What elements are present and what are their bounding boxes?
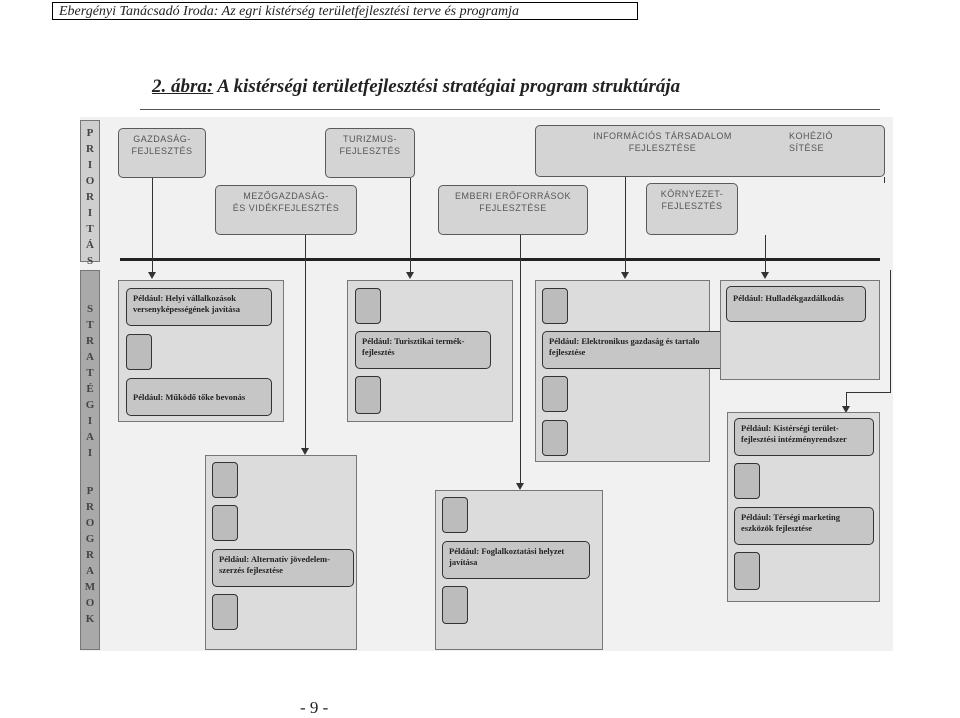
example-foglalkoztatasi: Például: Foglalkoztatási helyzet javítása — [442, 541, 590, 579]
program-slot — [212, 505, 238, 541]
page-number: - 9 - — [300, 698, 329, 717]
priority-kohezio: KOHÉZIÓ SÍTÉSE — [785, 125, 885, 177]
program-slot — [212, 462, 238, 498]
arrow-gazdasag — [148, 272, 156, 279]
connector-informacios — [625, 177, 626, 272]
prioritas-column — [80, 120, 100, 267]
program-slot — [542, 288, 568, 324]
connector-gazdasag — [152, 178, 153, 272]
strategiai-letter: T — [86, 367, 94, 379]
prioritas-letter: I — [87, 207, 93, 219]
strategiai-letter: A — [86, 431, 94, 443]
example-helyi: Például: Helyi vállalkozások versenyképességének javítása — [126, 288, 272, 326]
connector-kohezio — [884, 177, 885, 183]
figure-number: 2. ábra: — [152, 76, 214, 97]
programok-letter: K — [85, 613, 95, 625]
program-slot — [212, 594, 238, 630]
programok-letter: R — [86, 549, 94, 561]
arrow-informacios — [621, 272, 629, 279]
programok-letter: O — [85, 597, 95, 609]
strategiai-letter: R — [86, 335, 94, 347]
example-marketing: Például: Térségi marketing eszközök fejlesztése — [734, 507, 874, 545]
strategiai-programok-column — [80, 270, 100, 650]
document-header: Ebergényi Tanácsadó Iroda: Az egri kistérség területfejlesztési terve és programja — [52, 2, 638, 20]
strategiai-letter: T — [86, 319, 94, 331]
priority-gazdasag: GAZDASÁG- FEJLESZTÉS — [118, 128, 206, 178]
prioritas-letter: Á — [86, 239, 94, 251]
example-mukodo: Például: Működő tőke bevonás — [126, 378, 272, 416]
prioritas-letter: P — [86, 127, 94, 139]
prioritas-letter: R — [86, 191, 94, 203]
example-kisterseg: Például: Kistérségi terület- fejlesztési intézményrendszer — [734, 418, 874, 456]
connector-kohezio-down — [890, 270, 891, 392]
connector-mezogazdasag — [305, 235, 306, 450]
program-slot — [126, 334, 152, 370]
program-slot — [734, 552, 760, 590]
label-gap — [81, 461, 99, 483]
priority-informacios: INFORMÁCIÓS TÁRSADALOM FEJLESZTÉSE — [535, 125, 790, 177]
program-slot — [355, 376, 381, 414]
program-slot — [734, 463, 760, 499]
example-elektronikus: Például: Elektronikus gazdaság és tartalo fejlesztése — [542, 331, 742, 369]
programok-letter: M — [84, 581, 96, 593]
example-alternativ: Például: Alternatív jövedelem- szerzés fejlesztése — [212, 549, 354, 587]
title-rule — [140, 109, 880, 110]
arrow-turizmus — [406, 272, 414, 279]
connector-emberi — [520, 235, 521, 485]
strategiai-letter: I — [87, 415, 93, 427]
arrow-emberi — [516, 483, 524, 490]
arrow-mezogazdasag — [301, 448, 309, 455]
example-hulladek: Például: Hulladékgazdálkodás — [726, 286, 866, 322]
figure-title — [152, 76, 680, 98]
strategiai-letter: I — [87, 447, 93, 459]
programok-letter: O — [85, 517, 95, 529]
strategiai-letter: S — [86, 303, 94, 315]
example-turisztikai: Például: Turisztikai termék- fejlesztés — [355, 331, 491, 369]
strategiai-letter: A — [86, 351, 94, 363]
connector-kohezio-turn — [846, 392, 891, 393]
prioritas-letter: O — [85, 175, 95, 187]
prioritas-letter: I — [87, 159, 93, 171]
program-slot — [355, 288, 381, 324]
program-slot — [542, 420, 568, 456]
program-slot — [442, 586, 468, 624]
programok-letter: G — [85, 533, 95, 545]
program-slot — [442, 497, 468, 533]
priority-emberi: EMBERI ERŐFORRÁSOK FEJLESZTÉSE — [438, 185, 588, 235]
priority-kornyezet: KÖRNYEZET- FEJLESZTÉS — [646, 183, 738, 235]
connector-turizmus — [410, 178, 411, 272]
programok-letter: P — [86, 485, 94, 497]
priority-mezogazdasag: MEZŐGAZDASÁG- ÉS VIDÉKFEJLESZTÉS — [215, 185, 357, 235]
arrow-kornyezet — [761, 272, 769, 279]
connector-kornyezet — [765, 235, 766, 272]
programok-letter: A — [86, 565, 94, 577]
prioritas-letter: R — [86, 143, 94, 155]
programok-letter: R — [86, 501, 94, 513]
strategiai-letter: É — [86, 383, 94, 395]
prioritas-letter: S — [86, 255, 94, 267]
strategiai-letter: G — [85, 399, 95, 411]
separator-line — [120, 258, 880, 261]
program-slot — [542, 376, 568, 412]
priority-turizmus: TURIZMUS- FEJLESZTÉS — [325, 128, 415, 178]
figure-caption: A kistérségi területfejlesztési stratégiai program struktúrája — [213, 76, 681, 97]
prioritas-letter: T — [86, 223, 94, 235]
